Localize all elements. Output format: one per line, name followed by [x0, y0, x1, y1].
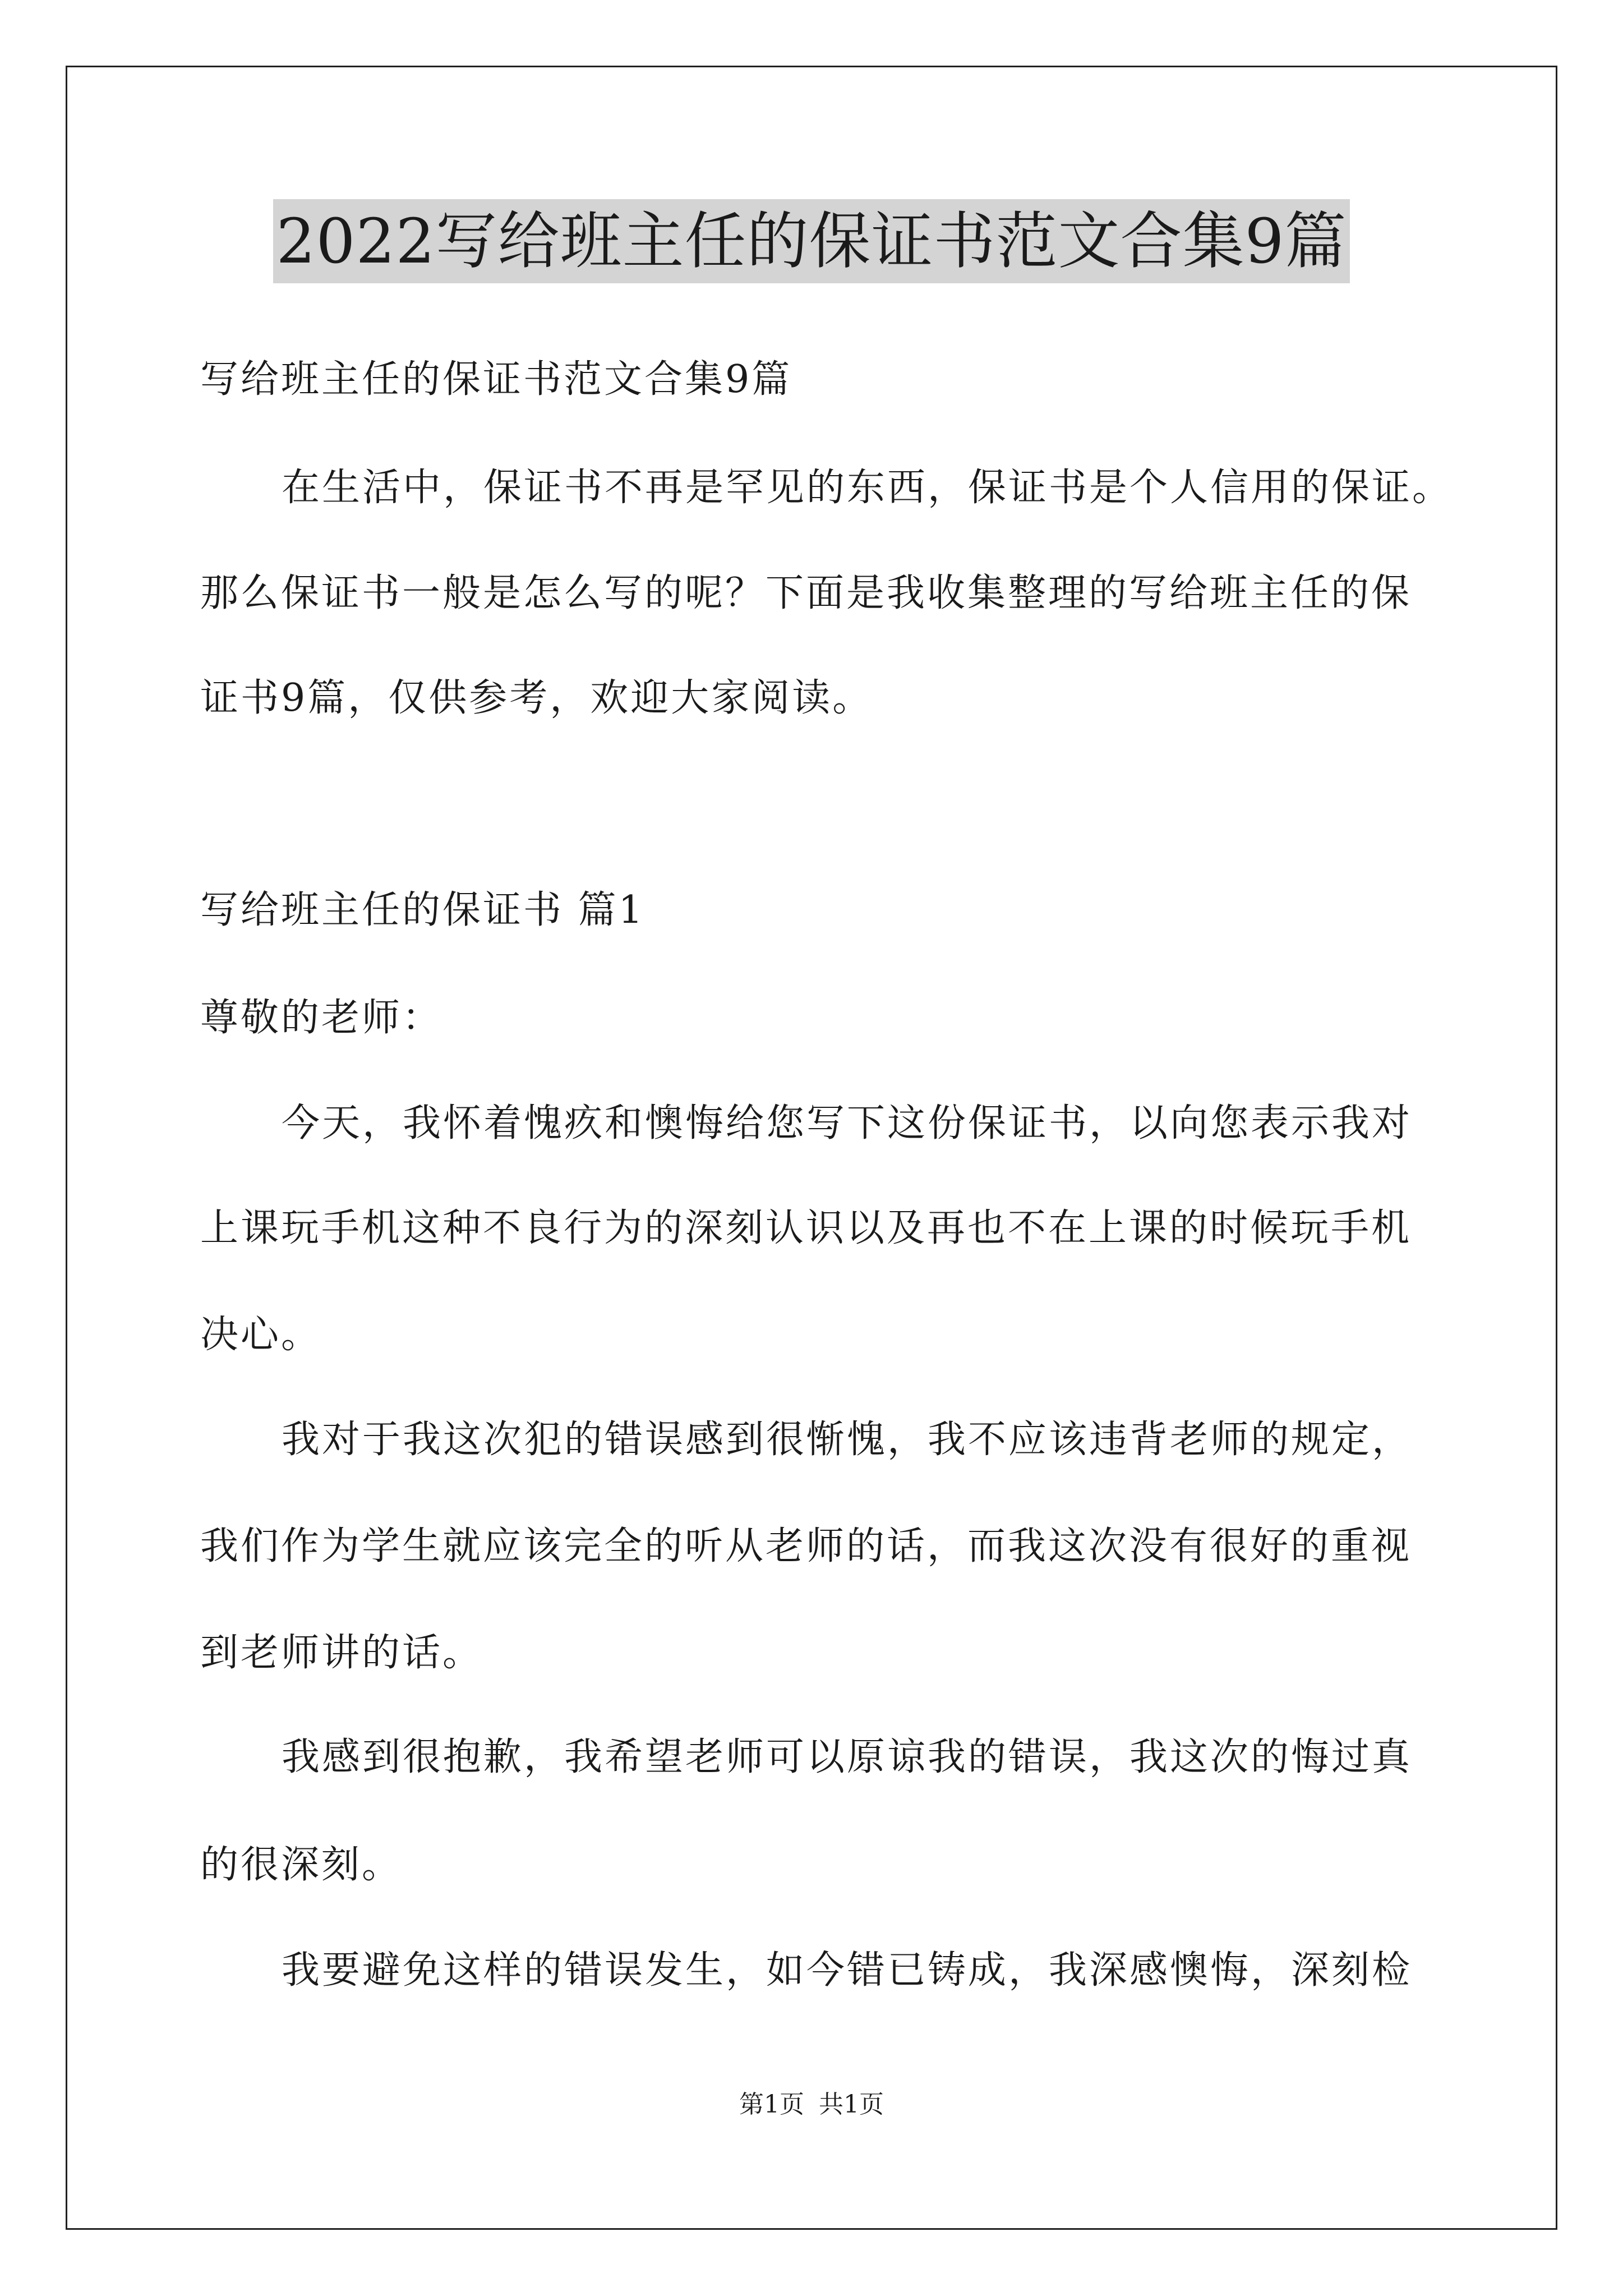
salutation: 尊敬的老师：: [200, 996, 443, 1040]
paragraph-1-line-2: 上课玩手机这种不良行为的深刻认识以及再也不在上课的时候玩手机: [200, 1206, 1412, 1250]
paragraph-2-line-2: 我们作为学生就应该完全的听从老师的话，而我这次没有很好的重视: [200, 1524, 1412, 1568]
intro-line-1: 在生活中，保证书不再是罕见的东西，保证书是个人信用的保证。: [282, 466, 1453, 510]
paragraph-1-line-3: 决心。: [200, 1313, 322, 1357]
page-number-current: 第1页: [739, 2090, 804, 2119]
page-footer: [0, 2088, 1623, 2122]
section-heading: 写给班主任的保证书 篇1: [200, 888, 645, 932]
subtitle-line: 写给班主任的保证书范文合集9篇: [200, 357, 792, 402]
intro-line-3: 证书9篇，仅供参考，欢迎大家阅读。: [200, 676, 873, 720]
paragraph-3-line-2: 的很深刻。: [200, 1843, 403, 1887]
title-container: [0, 199, 1623, 283]
paragraph-1-line-1: 今天，我怀着愧疚和懊悔给您写下这份保证书，以向您表示我对: [282, 1101, 1413, 1145]
paragraph-4-line-1: 我要避免这样的错误发生，如今错已铸成，我深感懊悔，深刻检: [282, 1948, 1413, 1993]
document-title: 2022写给班主任的保证书范文合集9篇: [273, 199, 1350, 283]
paragraph-2-line-3: 到老师讲的话。: [200, 1631, 483, 1675]
page-number-total: 共1页: [819, 2090, 884, 2119]
intro-line-2: 那么保证书一般是怎么写的呢？下面是我收集整理的写给班主任的保: [200, 571, 1412, 615]
paragraph-2-line-1: 我对于我这次犯的错误感到很惭愧，我不应该违背老师的规定，: [282, 1418, 1413, 1462]
paragraph-3-line-1: 我感到很抱歉，我希望老师可以原谅我的错误，我这次的悔过真: [282, 1735, 1413, 1779]
